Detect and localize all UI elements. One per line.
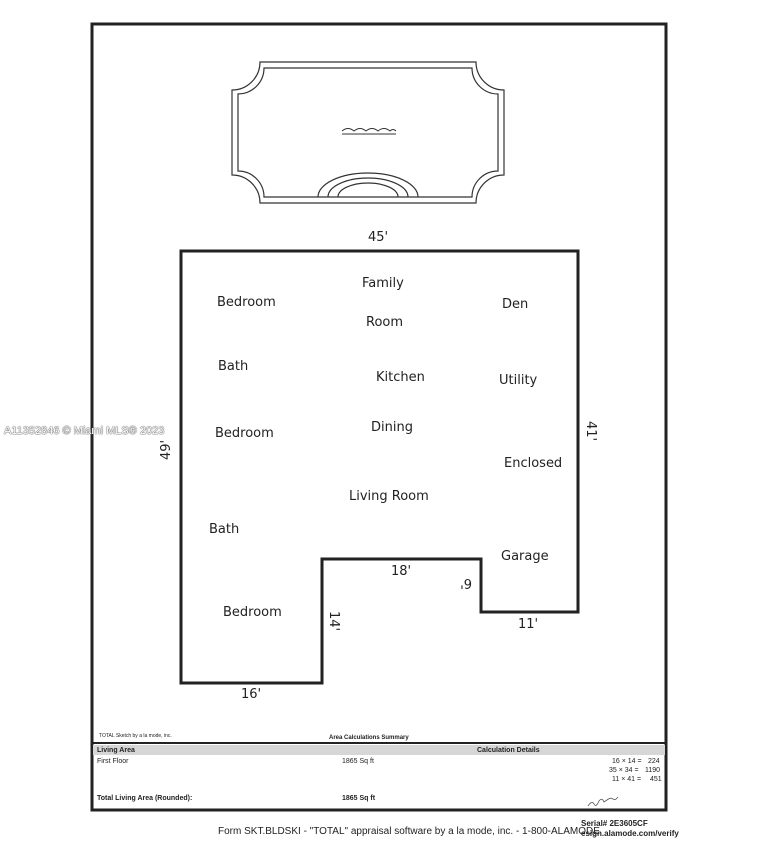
living-area-header: Living Area	[97, 747, 135, 754]
serial-number: Serial# 2E3605CF	[581, 819, 648, 828]
dimension-left: 49'	[159, 439, 174, 460]
sketch-credit: TOTAL Sketch by a la mode, inc.	[99, 733, 172, 739]
room-label-garage: Garage	[501, 549, 549, 564]
calculation-result: 1190	[645, 767, 661, 774]
form-footer-text: Form SKT.BLDSKI - "TOTAL" appraisal software by a la mode, inc. - 1-800-ALAMODE	[218, 826, 600, 837]
room-label-kitchen: Kitchen	[376, 370, 425, 385]
summary-header-bar	[93, 745, 665, 755]
dimension-top: 45'	[368, 230, 389, 245]
room-label-dining: Dining	[371, 420, 413, 435]
calculation-expr: 35 × 34 =	[609, 767, 639, 774]
room-label-den: Den	[502, 297, 529, 312]
total-living-area-value: 1865 Sq ft	[342, 795, 376, 802]
first-floor-label: First Floor	[97, 758, 129, 765]
dimension-step-vertical: 14'	[326, 611, 341, 632]
calculation-result: 224	[648, 758, 660, 765]
room-label-bath: Bath	[218, 359, 249, 374]
calculation-details-header: Calculation Details	[477, 747, 540, 754]
page-frame	[92, 24, 666, 810]
dimension-bottom-left: 16'	[241, 687, 262, 702]
room-label-utility: Utility	[499, 373, 538, 388]
calculation-expr: 16 × 14 =	[612, 758, 642, 765]
wave-icon	[342, 129, 396, 132]
room-label-family: Family	[362, 276, 404, 291]
room-label-bath: Bath	[209, 522, 240, 537]
room-label-enclosed: Enclosed	[504, 456, 563, 471]
dimension-notch-top: 18'	[391, 564, 412, 579]
calculation-result: 451	[650, 776, 662, 783]
pool-steps	[318, 173, 418, 197]
room-label-room: Room	[366, 315, 404, 330]
verify-link[interactable]: esign.alamode.com/verify	[581, 829, 679, 838]
room-label-bedroom: Bedroom	[223, 605, 282, 620]
dimension-notch-right: 6'	[460, 575, 472, 590]
calculation-expr: 11 × 41 =	[612, 776, 642, 783]
first-floor-value: 1865 Sq ft	[342, 758, 374, 765]
room-label-bedroom: Bedroom	[215, 426, 274, 441]
room-label-bedroom: Bedroom	[217, 295, 276, 310]
total-living-area-label: Total Living Area (Rounded):	[97, 795, 193, 802]
mls-watermark: A11352846 © Miami MLS® 2023	[4, 425, 165, 437]
dimension-right: 41'	[583, 421, 598, 442]
signature	[588, 797, 618, 806]
summary-title: Area Calculations Summary	[329, 735, 409, 741]
pool-outline-outer	[232, 62, 504, 203]
room-label-living-room: Living Room	[349, 489, 429, 504]
dimension-notch-bottom: 11'	[518, 617, 539, 632]
